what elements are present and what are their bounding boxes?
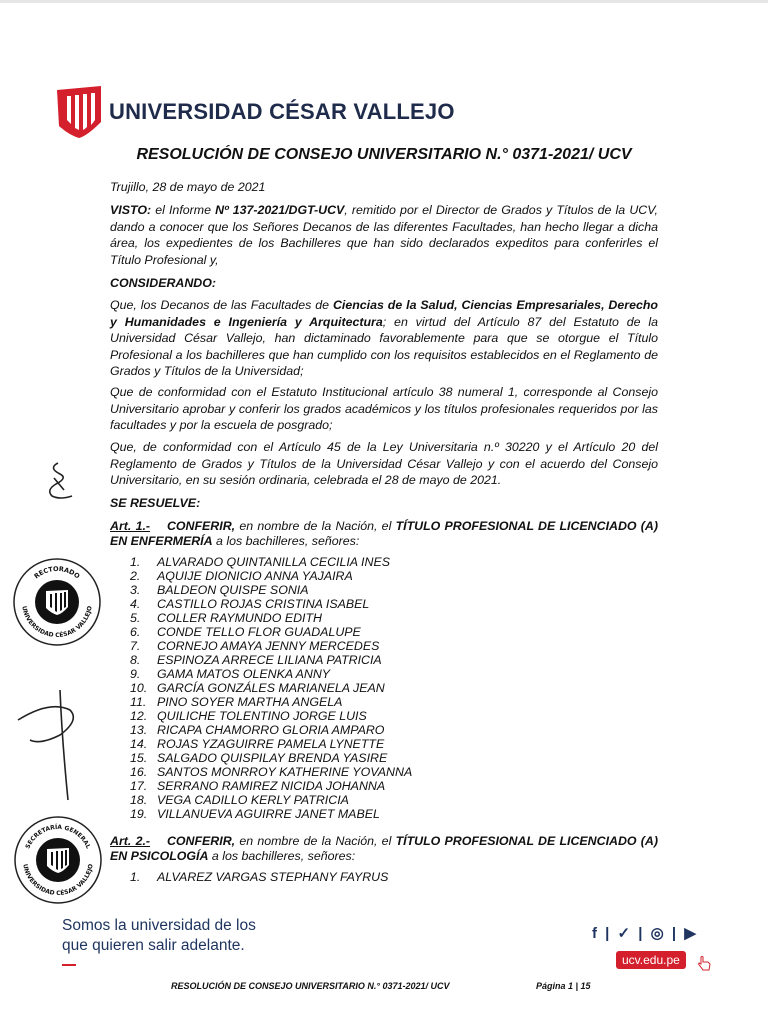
art1-names-list bbox=[130, 555, 412, 821]
instagram-icon[interactable]: ◎ bbox=[650, 925, 666, 942]
art2-text-1: en nombre de la Nación, el bbox=[235, 834, 396, 848]
list-item: 8. ESPINOZA ARRECE LILIANA PATRICIA bbox=[130, 653, 382, 667]
list-item: 10. GARCÍA GONZÁLES MARIANELA JEAN bbox=[130, 681, 385, 695]
facebook-icon[interactable]: f bbox=[592, 925, 599, 942]
list-item: 18. VEGA CADILLO KERLY PATRICIA bbox=[130, 793, 349, 807]
secretaria-general-seal bbox=[13, 815, 103, 905]
list-item: 5. COLLER RAYMUNDO EDITH bbox=[130, 611, 322, 625]
visto-label: VISTO: bbox=[110, 203, 152, 217]
rectorado-seal bbox=[12, 557, 102, 647]
list-item: 15. SALGADO QUISPILAY BRENDA YASIRE bbox=[130, 751, 388, 765]
social-icons[interactable]: f | ✓ | ◎ | ▶ bbox=[592, 925, 698, 942]
svg-text:UNIVERSIDAD CÉSAR VALLEJO: UNIVERSIDAD CÉSAR VALLEJO bbox=[21, 863, 95, 898]
article-1 bbox=[110, 519, 658, 549]
list-item: 9. GAMA MATOS OLENKA ANNY bbox=[130, 667, 331, 681]
art1-label: Art. 1.- bbox=[110, 519, 151, 533]
list-item: 7. CORNEJO AMAYA JENNY MERCEDES bbox=[130, 639, 380, 653]
art1-verb: CONFERIR, bbox=[166, 519, 236, 533]
list-item: 3. BALDEON QUISPE SONIA bbox=[130, 583, 309, 597]
signature-mark-1 bbox=[38, 460, 78, 502]
list-item: 2. AQUIJE DIONICIO ANNA YAJAIRA bbox=[130, 569, 353, 583]
p1-text-1: Que, los Decanos de las Facultades de bbox=[110, 298, 333, 312]
slogan-line-1: Somos la universidad de los bbox=[62, 917, 256, 934]
footer-page-number: Página 1 | 15 bbox=[536, 981, 591, 991]
signature-mark-2 bbox=[10, 680, 90, 810]
document-date: Trujillo, 28 de mayo de 2021 bbox=[110, 180, 266, 194]
informe-number: Nº 137-2021/DGT-UCV bbox=[215, 203, 345, 217]
red-accent-mark bbox=[62, 964, 76, 966]
hand-pointer-icon bbox=[697, 955, 711, 971]
list-item: 14. ROJAS YZAGUIRRE PAMELA LYNETTE bbox=[130, 737, 385, 751]
website-link[interactable]: ucv.edu.pe bbox=[616, 951, 686, 969]
list-item: 11. PINO SOYER MARTHA ANGELA bbox=[130, 695, 343, 709]
list-item: 6. CONDE TELLO FLOR GUADALUPE bbox=[130, 625, 361, 639]
slogan bbox=[62, 916, 256, 956]
university-logo bbox=[57, 86, 455, 138]
document-title: RESOLUCIÓN DE CONSEJO UNIVERSITARIO N.° 0371-2021/ UCV bbox=[136, 146, 632, 163]
art2-verb: CONFERIR, bbox=[166, 834, 236, 848]
art2-label: Art. 2.- bbox=[110, 834, 151, 848]
se-resuelve-label: SE RESUELVE: bbox=[110, 496, 201, 510]
list-item: 4. CASTILLO ROJAS CRISTINA ISABEL bbox=[130, 597, 370, 611]
p1-text-2: ; en virtud del Artículo 87 del Estatuto de la Universidad César Vallejo, han dictaminado favorablemente para que se otorgue el Título Profesional a los bachilleres que han cumplido con los requisitos establecidos en el Reglamento de Grados y Títulos de la Universidad; bbox=[110, 314, 658, 378]
article-2 bbox=[110, 834, 658, 864]
list-item: 1. ALVAREZ VARGAS STEPHANY FAYRUS bbox=[130, 870, 389, 884]
visto-text-2: , remitido por el Director de Grados y Títulos de la UCV, dando a conocer que los Señores Decanos de las diferentes Facultades, han hecho llegar a dicha área, los expedientes de los Bachilleres que han sido declarados expeditos para conferirles el Título Profesional y, bbox=[110, 203, 658, 267]
svg-text:UNIVERSIDAD CÉSAR VALLEJO: UNIVERSIDAD CÉSAR VALLEJO bbox=[20, 605, 94, 640]
ucv-shield-icon bbox=[57, 86, 101, 138]
top-border bbox=[0, 0, 768, 3]
considerando-paragraph-2: Que de conformidad con el Estatuto Institucional artículo 38 numeral 1, corresponde al Consejo Universitario aprobar y conferir los grados académicos y los títulos profesionales requeridos por las facultades y por la escuela de posgrado; bbox=[110, 385, 658, 432]
svg-text:RECTORADO: RECTORADO bbox=[32, 564, 82, 581]
considerando-paragraph-3: Que, de conformidad con el Artículo 45 de la Ley Universitaria n.º 30220 y el Artículo 20 del Reglamento de Grados y Títulos de la Universidad César Vallejo y con el acuerdo del Consejo Universitario, en su sesión ordinaria, celebrada el 28 de mayo de 2021. bbox=[110, 440, 658, 487]
visto-text-1: el Informe bbox=[151, 203, 216, 217]
list-item: 13. RICAPA CHAMORRO GLORIA AMPARO bbox=[130, 723, 385, 737]
list-item: 19. VILLANUEVA AGUIRRE JANET MABEL bbox=[130, 807, 380, 821]
considerando-paragraph-1 bbox=[110, 297, 658, 380]
art2-names-list bbox=[130, 870, 388, 884]
slogan-line-2: que quieren salir adelante. bbox=[62, 937, 245, 954]
art2-text-2: a los bachilleres, señores: bbox=[208, 849, 356, 863]
visto-paragraph bbox=[110, 202, 658, 268]
facultades-list: Ciencias de la Salud, Ciencias Empresariales, Derecho y Humanidades e Ingeniería y Arquitectura bbox=[110, 298, 659, 329]
list-item: 12. QUILICHE TOLENTINO JORGE LUIS bbox=[130, 709, 367, 723]
art2-titulo: TÍTULO PROFESIONAL DE LICENCIADO (A) EN PSICOLOGÍA bbox=[110, 834, 658, 863]
art1-text-1: en nombre de la Nación, el bbox=[235, 519, 396, 533]
logo-text: UNIVERSIDAD CÉSAR VALLEJO bbox=[109, 99, 455, 124]
list-item: 1. ALVARADO QUINTANILLA CECILIA INES bbox=[130, 555, 390, 569]
art1-text-2: a los bachilleres, señores: bbox=[212, 534, 360, 548]
footer-document-ref: RESOLUCIÓN DE CONSEJO UNIVERSITARIO N.° 0371-2021/ UCV bbox=[171, 981, 450, 991]
considerando-label: CONSIDERANDO: bbox=[110, 276, 217, 290]
art1-titulo: TÍTULO PROFESIONAL DE LICENCIADO (A) EN ENFERMERÍA bbox=[110, 519, 658, 548]
list-item: 16. SANTOS MONRROY KATHERINE YOVANNA bbox=[130, 765, 413, 779]
youtube-icon[interactable]: ▶ bbox=[684, 925, 698, 942]
list-item: 17. SERRANO RAMIREZ NICIDA JOHANNA bbox=[130, 779, 386, 793]
svg-text:SECRETARÍA GENERAL: SECRETARÍA GENERAL bbox=[24, 823, 92, 850]
twitter-icon[interactable]: ✓ bbox=[617, 925, 633, 942]
